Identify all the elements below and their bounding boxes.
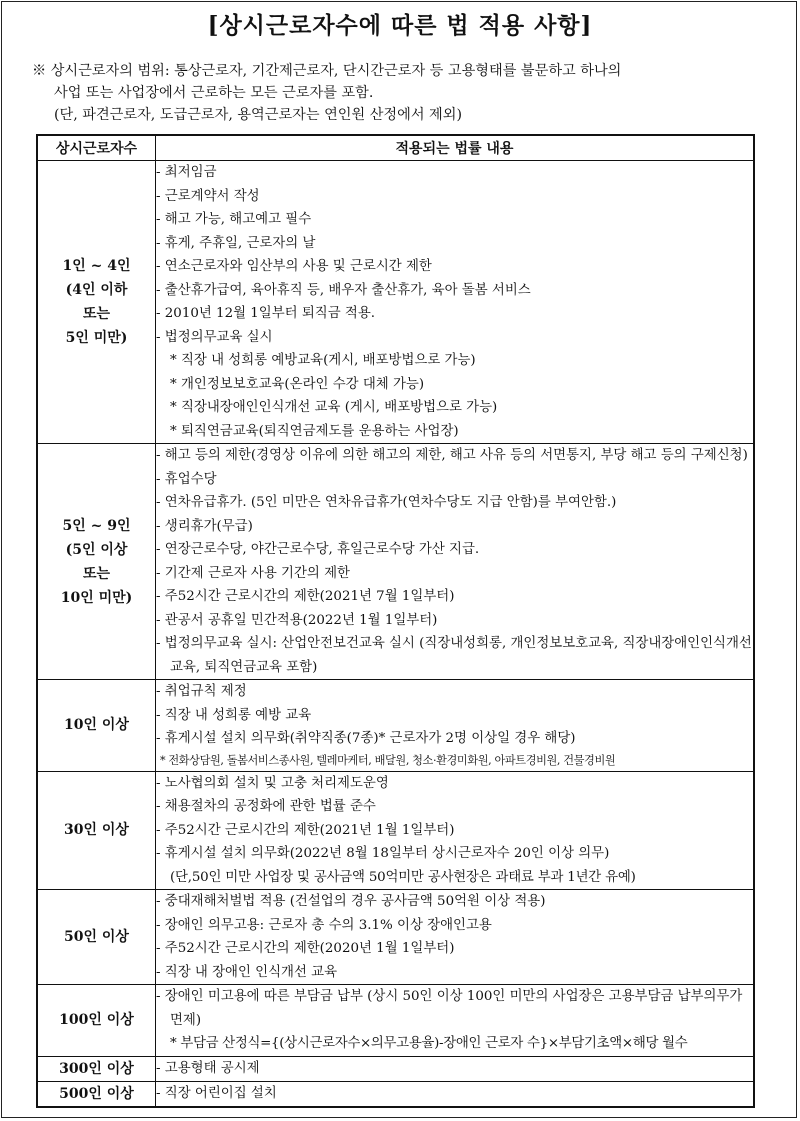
table-row	[37, 161, 754, 444]
list-item: - 휴게시설 설치 의무화(2022년 8월 18일부터 상시근로자수 20인 이상 의무)	[156, 846, 610, 861]
list-item: - 2010년 12월 1일부터 퇴직금 적용.	[156, 306, 376, 321]
list-item: - 중대재해처벌법 적용 (건설업의 경우 공사금액 50억원 이상 적용)	[156, 894, 546, 909]
list-subitem: * 직장내장애인인식개선 교육 (게시, 배포방법으로 가능)	[170, 400, 498, 415]
list-item: - 법정의무교육 실시: 산업안전보건교육 실시 (직장내성희롱, 개인정보보호교육, 직장내장애인인식개선교육, 퇴직연금교육 포함)	[156, 636, 752, 675]
row-items	[156, 771, 755, 890]
list-item: - 출산휴가급여, 육아휴직 등, 배우자 출산휴가, 육아 돌봄 서비스	[156, 282, 531, 298]
list-item: - 연장근로수당, 야간근로수당, 휴일근로수당 가산 지급.	[156, 542, 480, 557]
category-text: (4인 이하	[65, 282, 128, 298]
list-item: - 최저임금	[156, 165, 217, 180]
category-text: 100인 이상	[59, 1012, 134, 1029]
table-header-row	[37, 135, 754, 161]
category-text: 10인 미만)	[60, 589, 133, 606]
table-row	[37, 680, 754, 772]
list-item: - 연소근로자와 임산부의 사용 및 근로시간 제한	[156, 259, 432, 274]
list-item: - 고용형태 공시제	[156, 1060, 260, 1076]
list-item: - 채용절차의 공정화에 관한 법률 준수	[156, 799, 376, 814]
list-item: - 직장 내 성희롱 예방 교육	[156, 707, 312, 723]
row-category	[37, 680, 156, 772]
list-subitem: * 개인정보보호교육(온라인 수강 대체 가능)	[170, 376, 425, 392]
row-items	[156, 890, 755, 985]
row-category	[37, 771, 156, 890]
list-subitem: (단,50인 미만 사업장 및 공사금액 50억미만 공사현장은 과태료 부과 1년간 유예)	[170, 869, 636, 885]
list-item: - 해고 가능, 해고예고 필수	[156, 212, 312, 227]
row-category	[37, 985, 156, 1057]
row-category	[37, 161, 156, 444]
note-line: (단, 파견근로자, 도급근로자, 용역근로자는 연인원 산정에서 제외)	[54, 107, 462, 123]
table-row	[37, 1081, 754, 1107]
table-row	[37, 985, 754, 1057]
table-row	[37, 1056, 754, 1081]
note-line: 사업 또는 사업장에서 근로하는 모든 근로자를 포함.	[54, 85, 374, 101]
law-table	[36, 134, 755, 1108]
category-text: 500인 이상	[59, 1085, 134, 1102]
list-item: - 기간제 근로자 사용 기간의 제한	[156, 565, 350, 581]
row-items	[156, 1081, 755, 1107]
row-category	[37, 890, 156, 985]
header-applicable-law: 적용되는 법률 내용	[156, 135, 755, 161]
row-items	[156, 1056, 755, 1081]
list-subitem: * 퇴직연금교육(퇴직연금제도를 운용하는 사업장)	[170, 423, 459, 439]
category-text: 5인 ~ 9인	[62, 517, 131, 534]
category-text: (5인 이상	[65, 541, 128, 558]
list-item: - 관공서 공휴일 민간적용(2022년 1월 1일부터)	[156, 612, 438, 628]
category-text: 5인 미만)	[65, 330, 128, 346]
list-item: - 근로계약서 작성	[156, 188, 260, 204]
list-item: - 직장 내 장애인 인식개선 교육	[156, 964, 338, 980]
row-items	[156, 444, 755, 680]
list-item: - 노사협의회 설치 및 고충 처리제도운영	[156, 775, 389, 791]
list-item: - 주52시간 근로시간의 제한(2021년 7월 1일부터)	[156, 589, 455, 604]
table-row	[37, 890, 754, 985]
list-item: - 주52시간 근로시간의 제한(2021년 1월 1일부터)	[156, 822, 455, 838]
list-item: - 법정의무교육 실시	[156, 329, 273, 345]
row-category	[37, 444, 156, 680]
list-item: - 휴업수당	[156, 471, 217, 487]
list-subitem: * 직장 내 성희롱 예방교육(게시, 배포방법으로 가능)	[170, 353, 476, 368]
table-row	[37, 771, 754, 890]
list-item: - 직장 어린이집 설치	[156, 1085, 277, 1101]
list-item: - 해고 등의 제한(경영상 이유에 의한 해고의 제한, 해고 사유 등의 서면통지, 부당 해고 등의 구제신청)	[156, 448, 748, 463]
list-item: - 휴게시설 설치 의무화(취약직종(7종)* 근로자가 2명 이상일 경우 해당)	[156, 731, 576, 746]
list-item: - 장애인 의무고용: 근로자 총 수의 3.1% 이상 장애인고용	[156, 917, 492, 933]
list-item: - 연차유급휴가. (5인 미만은 연차유급휴가(연차수당도 지급 안함)를 부여안함.)	[156, 495, 617, 510]
list-item: - 생리휴가(무급)	[156, 518, 253, 534]
category-text: 30인 이상	[64, 822, 129, 839]
page-title: [상시근로자수에 따른 법 적용 사항]	[207, 12, 593, 39]
category-text: 300인 이상	[59, 1060, 134, 1077]
category-text: 50인 이상	[64, 929, 129, 945]
category-text: 10인 이상	[64, 717, 129, 734]
list-item: - 장애인 미고용에 따른 부담금 납부 (상시 50인 이상 100인 미만의 사업장은 고용부담금 납부의무가 면제)	[156, 989, 743, 1028]
row-items	[156, 680, 755, 772]
category-text: 또는	[82, 565, 111, 582]
category-text: 1인 ~ 4인	[62, 258, 131, 274]
header-employee-count: 상시근로자수	[37, 135, 156, 161]
row-category	[37, 1056, 156, 1081]
row-items	[156, 161, 755, 444]
category-text: 또는	[82, 306, 111, 322]
scope-note	[32, 60, 621, 126]
list-item: - 취업규칙 제정	[156, 684, 247, 699]
list-item: - 주52시간 근로시간의 제한(2020년 1월 1일부터)	[156, 941, 455, 956]
list-footnote: * 전화상담원, 돌봄서비스종사원, 텔레마케터, 배달원, 청소·환경미화원, 아파트경비원, 건물경비원	[160, 753, 616, 767]
row-category	[37, 1081, 156, 1107]
list-item: - 휴게, 주휴일, 근로자의 날	[156, 235, 316, 251]
list-subitem: * 부담금 산정식={(상시근로자수×의무고용율)-장애인 근로자 수}×부담기초액×해당 월수	[170, 1036, 688, 1051]
note-line: ※ 상시근로자의 범위: 통상근로자, 기간제근로자, 단시간근로자 등 고용형태를 불문하고 하나의	[32, 63, 622, 79]
row-items	[156, 985, 755, 1057]
table-row	[37, 444, 754, 680]
